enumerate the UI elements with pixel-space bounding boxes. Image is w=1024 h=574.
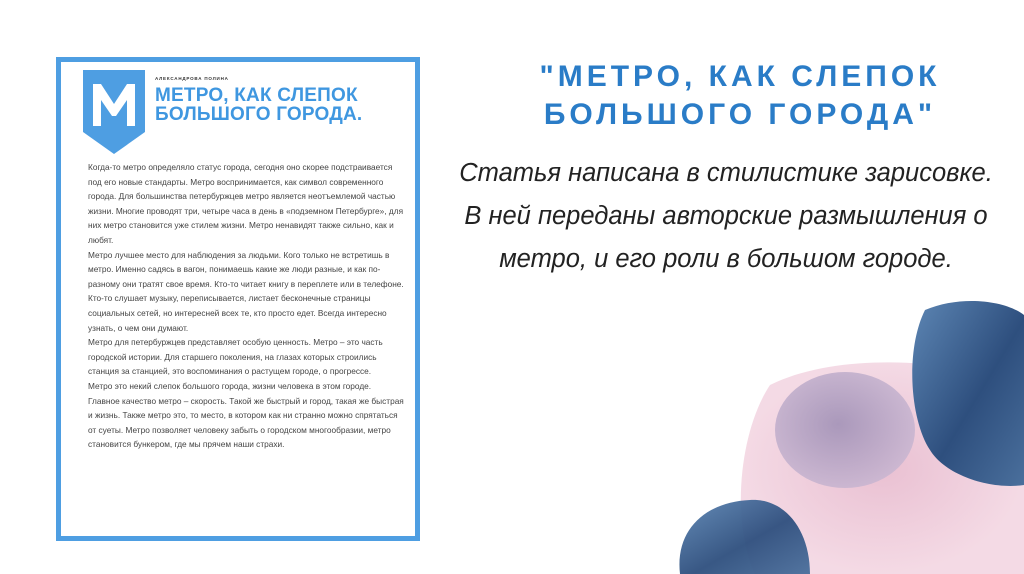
article-author: АЛЕКСАНДРОВА ПОЛИНА xyxy=(155,76,229,81)
metro-logo-icon xyxy=(83,70,145,154)
article-title: МЕТРО, КАК СЛЕПОК БОЛЬШОГО ГОРОДА. xyxy=(155,85,363,125)
article-body xyxy=(88,160,404,452)
article-paragraph: Когда-то метро определяло статус города, сегодня оно скорее подстраивается под его новые стандарты. Метро воспринимается, как символ современного города. Для большинства петербуржцев метро является неотъемлемой частью жизни. Многие проводят три, четыре часа в день в «подземном Петербурге», для них метро становится уже стилем жизни. Метро ненавидят также сильно, как и любят. xyxy=(88,162,404,245)
slide-subtitle: Статья написана в стилистике зарисовке. В ней переданы авторские размышления о метро, и его роли в большом городе. xyxy=(459,159,993,273)
article-paragraph: Метро лучшее место для наблюдения за людьми. Кого только не встретишь в метро. Именно садясь в вагон, понимаешь какие же люди разные, и как по-разному они тратят свое время. Кто-то читает книгу в переплете или в телефоне. Кто-то слушает музыку, переписывается, листает бесконечные страницы социальных сетей, но интересней всех те, кто просто едет. Всегда интересно узнать, о чем они думают. xyxy=(88,249,404,333)
article-image-frame xyxy=(56,57,420,541)
article-paragraph: Метро это некий слепок большого города, жизни человека в этом городе. Главное качество метро – скорость. Такой же быстрый и город, такая же быстрая и жизнь. Также метро это, то место, в котором как ни странно можно спрятаться от суеты. Метро позволяет человеку забыть о городском многообразии, метро становится бункером, где мы прячем наши страхи. xyxy=(88,380,404,450)
watercolor-decoration xyxy=(660,290,1024,574)
article-paragraph: Метро для петербуржцев представляет особую ценность. Метро – это часть городской истории. Для старшего поколения, на глазах которых строились станция за станцией, это воспоминания о растущем городе, о прогрессе. xyxy=(88,337,383,377)
slide-title: "МЕТРО, КАК СЛЕПОК БОЛЬШОГО ГОРОДА" xyxy=(539,60,941,131)
